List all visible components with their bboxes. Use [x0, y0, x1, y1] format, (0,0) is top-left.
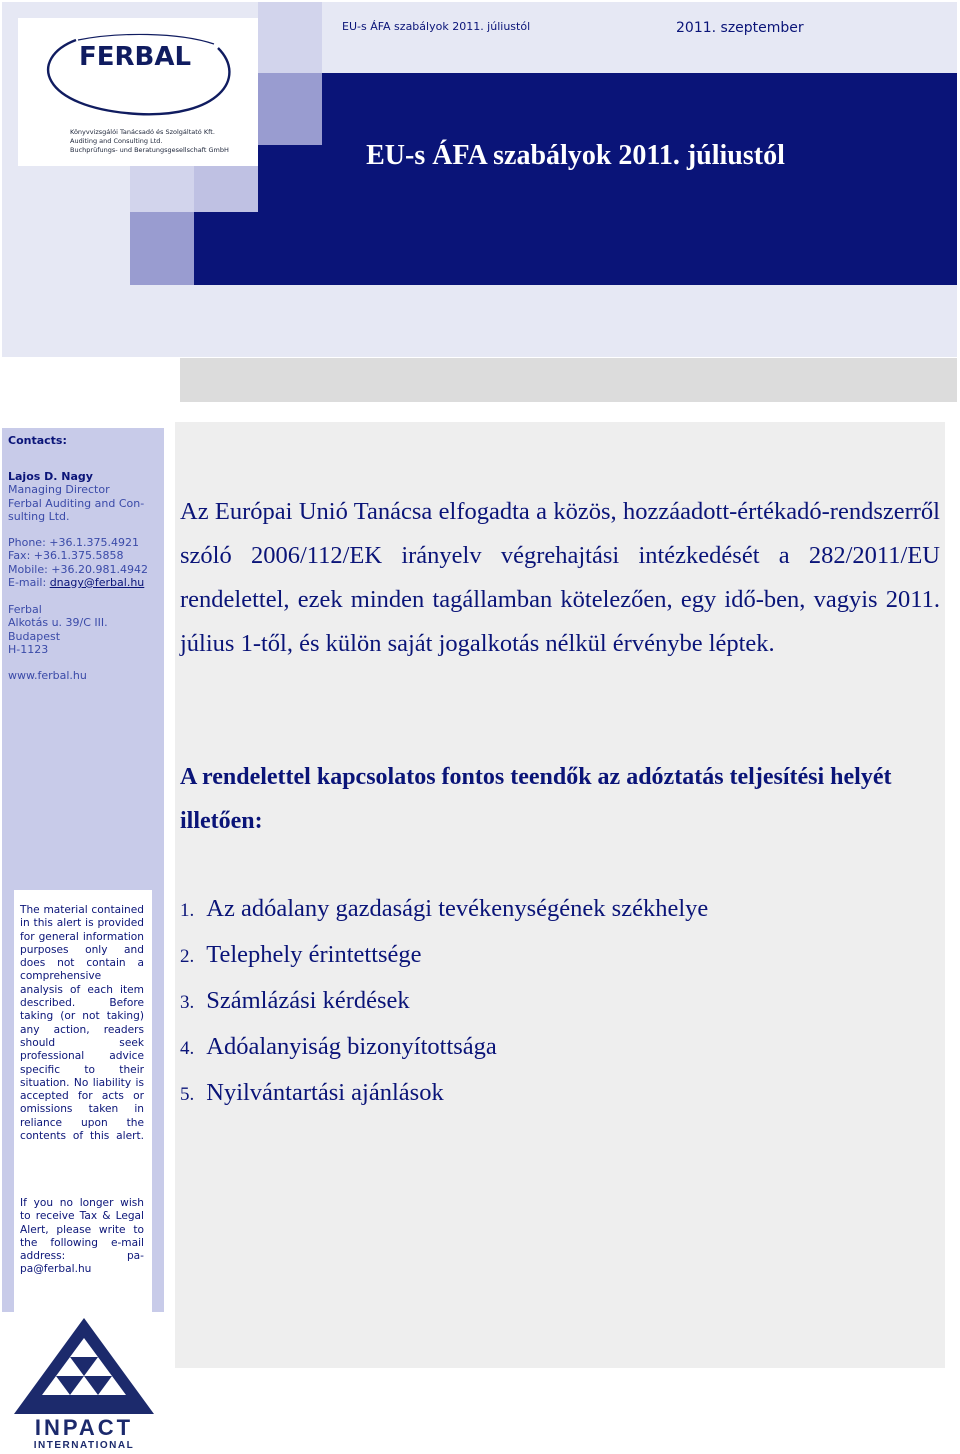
decor-square: [258, 2, 322, 73]
contact-fax: Fax: +36.1.375.5858: [8, 549, 124, 563]
intro-paragraph: Az Európai Unió Tanácsa elfogadta a közös, hozzáadott-értékadó-rendszerről szóló 2006/112/EK irányelv végrehajtási intézkedését a 282/2011/EU rendelettel, ezek minden tagállamban kötelezően, egy idő-ben, vagyis 2011. július 1-től, és külön saját jogalkotás nélkül érvénybe léptek.: [180, 498, 940, 657]
list-item: [180, 1025, 920, 1071]
list-item-text: Számlázási kérdések: [206, 987, 410, 1014]
decor-square: [258, 73, 322, 145]
contacts-heading: Contacts:: [8, 434, 67, 447]
contact-email-link[interactable]: dnagy@ferbal.hu: [49, 575, 145, 589]
contact-phone: Phone: +36.1.375.4921: [8, 536, 139, 549]
contact-email-label: E-mail:: [8, 575, 50, 589]
list-item: [180, 933, 920, 979]
logo-wordmark: FERBAL: [78, 42, 192, 72]
header-doc-title: EU-s ÁFA szabályok 2011. júliustól: [342, 20, 531, 33]
list-item-text: Adóalanyiság bizonyítottsága: [206, 1033, 497, 1060]
address-zip: H-1123: [8, 642, 49, 656]
list-item-text: Telephely érintettsége: [206, 941, 422, 968]
list-item: [180, 979, 920, 1025]
list-item-number: 3.: [180, 992, 195, 1013]
header-date: 2011. szeptember: [676, 20, 804, 36]
unsubscribe-text: If you no longer wish to receive Tax & Legal Alert, please write to the following e-mail address: pa-pa@ferbal.hu: [20, 1197, 144, 1276]
list-item-text: Az adóalany gazdasági tevékenységének székhelye: [206, 895, 709, 922]
contact-name: Lajos D. Nagy: [8, 470, 93, 483]
list-item-number: 5.: [180, 1084, 195, 1105]
contact-company: sulting Ltd.: [8, 509, 70, 523]
ferbal-logo: [18, 18, 258, 166]
inpact-logo: [12, 1316, 157, 1450]
contact-company: Ferbal Auditing and Con-: [8, 496, 145, 510]
header-divider-bar: [180, 358, 957, 402]
page-title: EU-s ÁFA szabályok 2011. júliustól: [366, 140, 785, 171]
list-item: [180, 887, 920, 933]
logo-subtitle-line: Auditing and Consulting Ltd.: [70, 137, 163, 145]
decor-square: [130, 212, 194, 285]
address-city: Budapest: [8, 629, 61, 643]
contact-website[interactable]: www.ferbal.hu: [8, 669, 87, 682]
contact-title: Managing Director: [8, 483, 110, 497]
logo-subtitle: [70, 128, 250, 155]
list-item-number: 2.: [180, 946, 195, 967]
disclaimer-text: The material contained in this alert is provided for general information purposes only and does not contain a comprehensive analysis of each item described. Before taking (or not taking) any action, readers should seek professional advice specific to their situation. No liability is accepted for acts or omissions taken in reliance upon the contents of this alert.: [20, 904, 144, 1143]
contact-address: [8, 603, 156, 656]
action-list: [180, 887, 920, 1117]
contact-person: [8, 470, 156, 523]
list-item-text: Nyilvántartási ajánlások: [206, 1079, 444, 1106]
address-street: Alkotás u. 39/C III.: [8, 616, 108, 630]
logo-subtitle-line: Buchprüfungs- und Beratungsgesellschaft GmbH: [70, 146, 229, 154]
list-item-number: 4.: [180, 1038, 195, 1059]
contact-numbers: [8, 536, 156, 589]
contact-mobile: Mobile: +36.20.981.4942: [8, 562, 148, 576]
inpact-wordmark: INPACT: [34, 1415, 134, 1440]
list-item-number: 1.: [180, 900, 195, 921]
logo-subtitle-line: Könyvvizsgálói Tanácsadó és Szolgáltató Kft.: [70, 128, 215, 136]
section-heading: A rendelettel kapcsolatos fontos teendők az adóztatás teljesítési helyét illetően:: [180, 764, 892, 834]
address-name: Ferbal: [8, 603, 42, 616]
list-item: [180, 1071, 920, 1117]
inpact-subtitle: INTERNATIONAL: [33, 1440, 135, 1450]
inpact-triangle-icon: [12, 1316, 157, 1450]
